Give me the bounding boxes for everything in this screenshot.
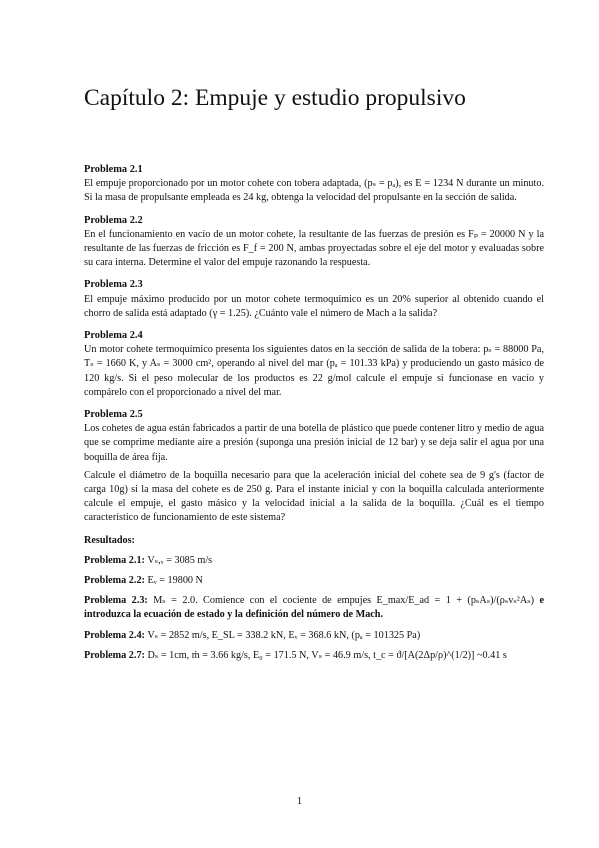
chapter-title: Capítulo 2: Empuje y estudio propulsivo xyxy=(84,85,466,111)
page-number: 1 xyxy=(296,796,303,807)
problem-heading: Problema 2.5 xyxy=(84,409,143,421)
result-2-3 xyxy=(84,594,544,622)
problem-text: Los cohetes de agua están fabricados a partir de una botella de plástico que puede contener litro y medio de agua que se comprime mediante aire a presión (suponga una presión inicial de 12 bar) y se deja salir el agua por una boquilla de área fija. xyxy=(84,423,544,463)
result-label: Problema 2.2: xyxy=(84,575,145,587)
result-2-4 xyxy=(84,629,544,643)
problem-text: El empuje proporcionado por un motor cohete con tobera adaptada, (pₛ = pₐ), es E = 1234 N durante un minuto. Si la masa de propulsante empleada es 24 kg, obtenga la velocidad del propulsante en la sección de salida. xyxy=(84,178,544,204)
problem-heading: Problema 2.3 xyxy=(84,279,143,291)
problem-text: Calcule el diámetro de la boquilla necesario para que la aceleración inicial del cohete sea de 9 g's (factor de carga 10g) si la masa del cohete es de 250 g. Para el instante inicial y con la boquilla calculada anteriormente calcule el empuje, el gasto másico y la velocidad inicial a la salida de la boquilla. ¿Cuál es el tiempo característico de funcionamiento de este sistema? xyxy=(84,469,544,524)
result-value: Vₛ = 2852 m/s, E_SL = 338.2 kN, Eᵥ = 368.6 kN, (pₐ = 101325 Pa) xyxy=(147,629,421,641)
problem-heading: Problema 2.1 xyxy=(84,164,143,175)
problem-text: El empuje máximo producido por un motor cohete termoquímico es un 20% superior al obtenido cuando el chorro de salida está adaptado (γ = 1.25). ¿Cuánto vale el número de Mach a la salida? xyxy=(84,293,544,319)
problem-heading: Problema 2.4 xyxy=(84,330,143,342)
problem-2-1 xyxy=(84,163,544,206)
result-value: Dₛ = 1cm, ṁ = 3.66 kg/s, E₀ = 171.5 N, Vₛ = 46.9 m/s, t_c = ϑ/[A(2Δp/ρ)^(1/2)] ~0.41 s xyxy=(147,649,507,661)
result-2-2 xyxy=(84,574,544,588)
problem-2-2 xyxy=(84,214,544,271)
result-value: Eᵥ = 19800 N xyxy=(147,575,203,587)
problem-text: En el funcionamiento en vacío de un motor cohete, la resultante de las fuerzas de presión es Fₚ = 20000 N y la resultante de las fuerzas de fricción es F_f = 200 N, ambas proyectadas sobre el eje del motor y evaluadas sobre su cara interna. Determine el valor del empuje razonando la respuesta. xyxy=(84,228,544,269)
problem-2-3 xyxy=(84,278,544,321)
result-label: Problema 2.3: xyxy=(84,595,148,607)
problem-text: Un motor cohete termoquímico presenta los siguientes datos en la sección de salida de la tobera: pₛ = 88000 Pa, Tₛ = 1660 K, y Aₛ = 3000 cm², operando al nivel del mar (pₐ = 101.33 kPa) y produciendo un gasto másico de 120 kg/s. Si el peso molecular de los productos es 22 g/mol calcule el empuje si funcionase en vacío y compárelo con el proporcionado a nivel del mar. xyxy=(84,344,544,398)
result-label: Problema 2.4: xyxy=(84,629,145,641)
result-2-1 xyxy=(84,554,544,568)
result-value: Mₛ = 2.0. Comience con el cociente de empujes E_max/E_ad = 1 + (pₛAₛ)/(ρₛvₛ²Aₛ) xyxy=(153,595,535,607)
result-2-7 xyxy=(84,649,544,663)
results-heading: Resultados: xyxy=(84,534,135,546)
problem-heading: Problema 2.2 xyxy=(84,214,143,226)
result-label: Problema 2.7: xyxy=(84,649,145,661)
problem-2-4 xyxy=(84,329,544,400)
result-bold-note: e introduzca la ecuación de estado y la definición del número de Mach. xyxy=(84,595,544,621)
result-value: Vₛ,ᵥ = 3085 m/s xyxy=(147,554,213,566)
problems-section xyxy=(84,163,544,669)
result-label: Problema 2.1: xyxy=(84,554,145,566)
problem-2-5 xyxy=(84,408,544,526)
